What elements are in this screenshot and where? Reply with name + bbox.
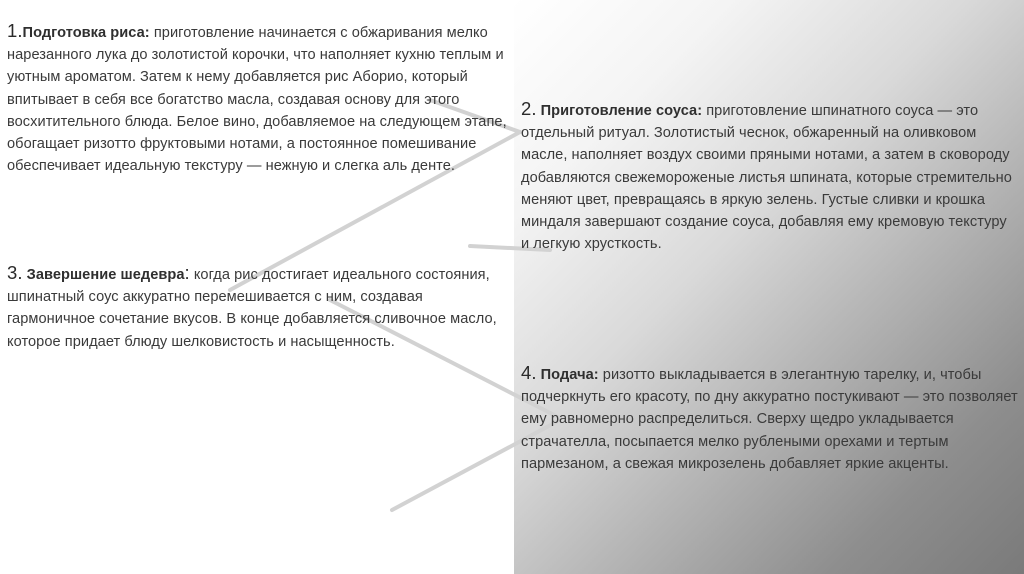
section-text: ризотто выкладывается в элегантную тарелку, и, чтобы подчеркнуть его красоту, по дну аккуратно постукивают — это позволяет ему равномерно распределиться. Сверху щедро укладывается страчателла, посыпается мелко рублеными орехами и тертым пармезаном, а свежая микрозелень добавляет яркие акценты. xyxy=(521,367,1018,472)
section-text: приготовление начинается с обжаривания мелко нарезанного лука до золотистой корочки, что наполняет кухню теплым и уютным ароматом. Затем к нему добавляется рис Аборио, который впитывает в себя все богатство масла, создавая основу для этого восхитительного блюда. Белое вино, добавляемое на следующем этапе, обогащает ризотто фруктовыми нотами, а постоянное помешивание обеспечивает идеальную текстуру — нежную и слегка аль денте. xyxy=(7,25,507,175)
section-4-serving xyxy=(521,362,1018,475)
section-number: 1. xyxy=(7,20,23,41)
section-text: приготовление шпинатного соуса — это отдельный ритуал. Золотистый чеснок, обжаренный на оливковом масле, наполняет воздух своими пряными нотами, а затем в сковороду добавляются свежемороженые листья шпината, которые стремительно меняют цвет, превращаясь в яркую зелень. Густые сливки и крошка миндаля завершают создание соуса, добавляя ему кремовую текстуру и легкую хрусткость. xyxy=(521,103,1012,253)
section-text: когда рис достигает идеального состояния, шпинатный соус аккуратно перемешивается с ним, создавая гармоничное сочетание вкусов. В конце добавляется сливочное масло, которое придает блюду шелковистость и насыщенность. xyxy=(7,267,497,350)
section-number: 4. xyxy=(521,362,537,383)
section-heading-colon: : xyxy=(184,262,190,283)
section-heading: Приготовление соуса: xyxy=(540,103,703,119)
section-heading: Подача: xyxy=(540,367,599,383)
section-heading: Завершение шедевра xyxy=(26,267,185,283)
section-number: 3. xyxy=(7,262,23,283)
section-heading: Подготовка риса: xyxy=(22,25,150,41)
section-1-rice-preparation xyxy=(7,20,512,177)
section-2-sauce-preparation xyxy=(521,98,1018,255)
section-number: 2. xyxy=(521,98,537,119)
section-3-finishing xyxy=(7,262,512,353)
